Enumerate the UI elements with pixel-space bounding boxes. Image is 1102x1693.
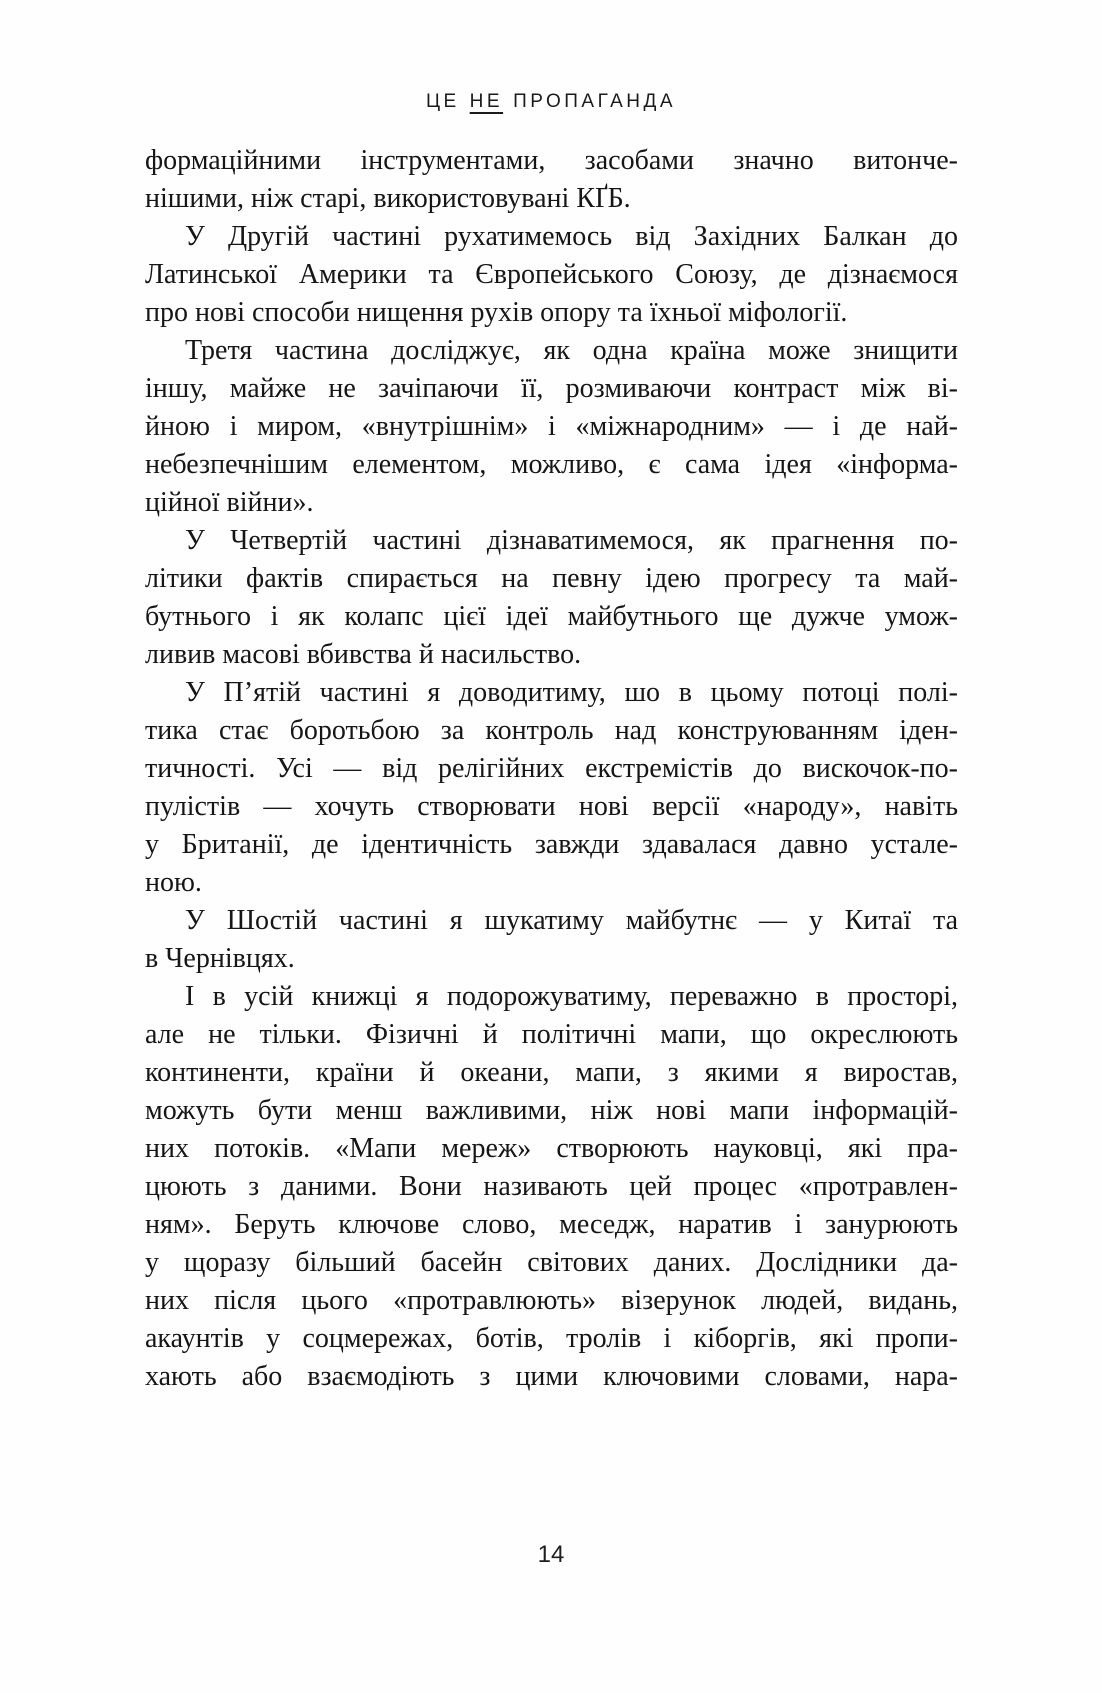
running-head-word-2-underlined: НЕ: [469, 91, 504, 112]
text-line: них після цього «протравлюють» візерунок людей, видань,: [145, 1285, 958, 1316]
text-line: йною і миром, «внутрішнім» і «міжнародним» — і де най-: [145, 411, 958, 442]
text-line: Латинської Америки та Європейського Союзу, де дізнаємося: [145, 259, 958, 290]
text-line: нішими, ніж старі, використовувані КҐБ.: [145, 183, 631, 214]
text-line: Третя частина досліджує, як одна країна може знищити: [185, 335, 958, 366]
running-head: [0, 90, 1102, 114]
page-number: 14: [537, 1541, 565, 1568]
text-line: хають або взаємодіють з цими ключовими словами, нара-: [145, 1361, 958, 1392]
text-line: літики фактів спирається на певну ідею прогресу та май-: [145, 563, 958, 594]
text-line: іншу, майже не зачіпаючи її, розмиваючи контраст між ві-: [145, 373, 958, 404]
text-line: У Четвертій частині дізнаватимемося, як прагнення по-: [185, 525, 958, 556]
text-line: бутнього і як колапс цієї ідеї майбутнього ще дужче умож-: [145, 601, 958, 632]
text-line: У Шостій частині я шукатиму майбутнє — у Китаї та: [185, 905, 958, 936]
text-line: ливив масові вбивства й насильство.: [145, 639, 582, 670]
text-line: У Другій частині рухатимемось від Західних Балкан до: [185, 221, 958, 252]
text-line: пулістів — хочуть створювати нові версії «народу», навіть: [145, 791, 958, 822]
text-line: тика стає боротьбою за контроль над конструюванням іден-: [145, 715, 958, 746]
text-line: ням». Беруть ключове слово, меседж, наратив і занурюють: [145, 1209, 958, 1240]
text-line: формаційними інструментами, засобами значно витонче-: [145, 145, 958, 176]
text-line: можуть бути менш важливими, ніж нові мапи інформацій-: [145, 1095, 958, 1126]
text-line: акаунтів у соцмережах, ботів, тролів і кіборгів, які пропи-: [145, 1323, 958, 1354]
body-text: [145, 142, 958, 1396]
text-line: тичності. Усі — від релігійних екстремістів до вискочок-по-: [145, 753, 958, 784]
text-line: континенти, країни й океани, мапи, з якими я виростав,: [145, 1057, 958, 1088]
text-line: ною.: [145, 867, 202, 898]
text-line: І в усій книжці я подорожуватиму, переважно в просторі,: [185, 981, 958, 1012]
text-line: ційної війни».: [145, 487, 314, 518]
running-head-word-1: ЦЕ: [425, 91, 460, 112]
text-line: У П’ятій частині я доводитиму, шо в цьому потоці полі-: [185, 677, 958, 708]
text-line: у щоразу більший басейн світових даних. Дослідники да-: [145, 1247, 958, 1278]
text-line: але не тільки. Фізичні й політичні мапи, що окреслюють: [145, 1019, 958, 1050]
text-line: у Британії, де ідентичність завжди здавалася давно устале-: [145, 829, 958, 860]
text-line: в Чернівцях.: [145, 943, 295, 974]
running-head-word-3: ПРОПАГАНДА: [513, 91, 677, 112]
text-line: про нові способи нищення рухів опору та їхньої міфології.: [145, 297, 848, 328]
text-line: цюють з даними. Вони називають цей процес «протравлен-: [145, 1171, 958, 1202]
text-line: небезпечнішим елементом, можливо, є сама ідея «інформа-: [145, 449, 958, 480]
text-line: них потоків. «Мапи мереж» створюють науковці, які пра-: [145, 1133, 958, 1164]
